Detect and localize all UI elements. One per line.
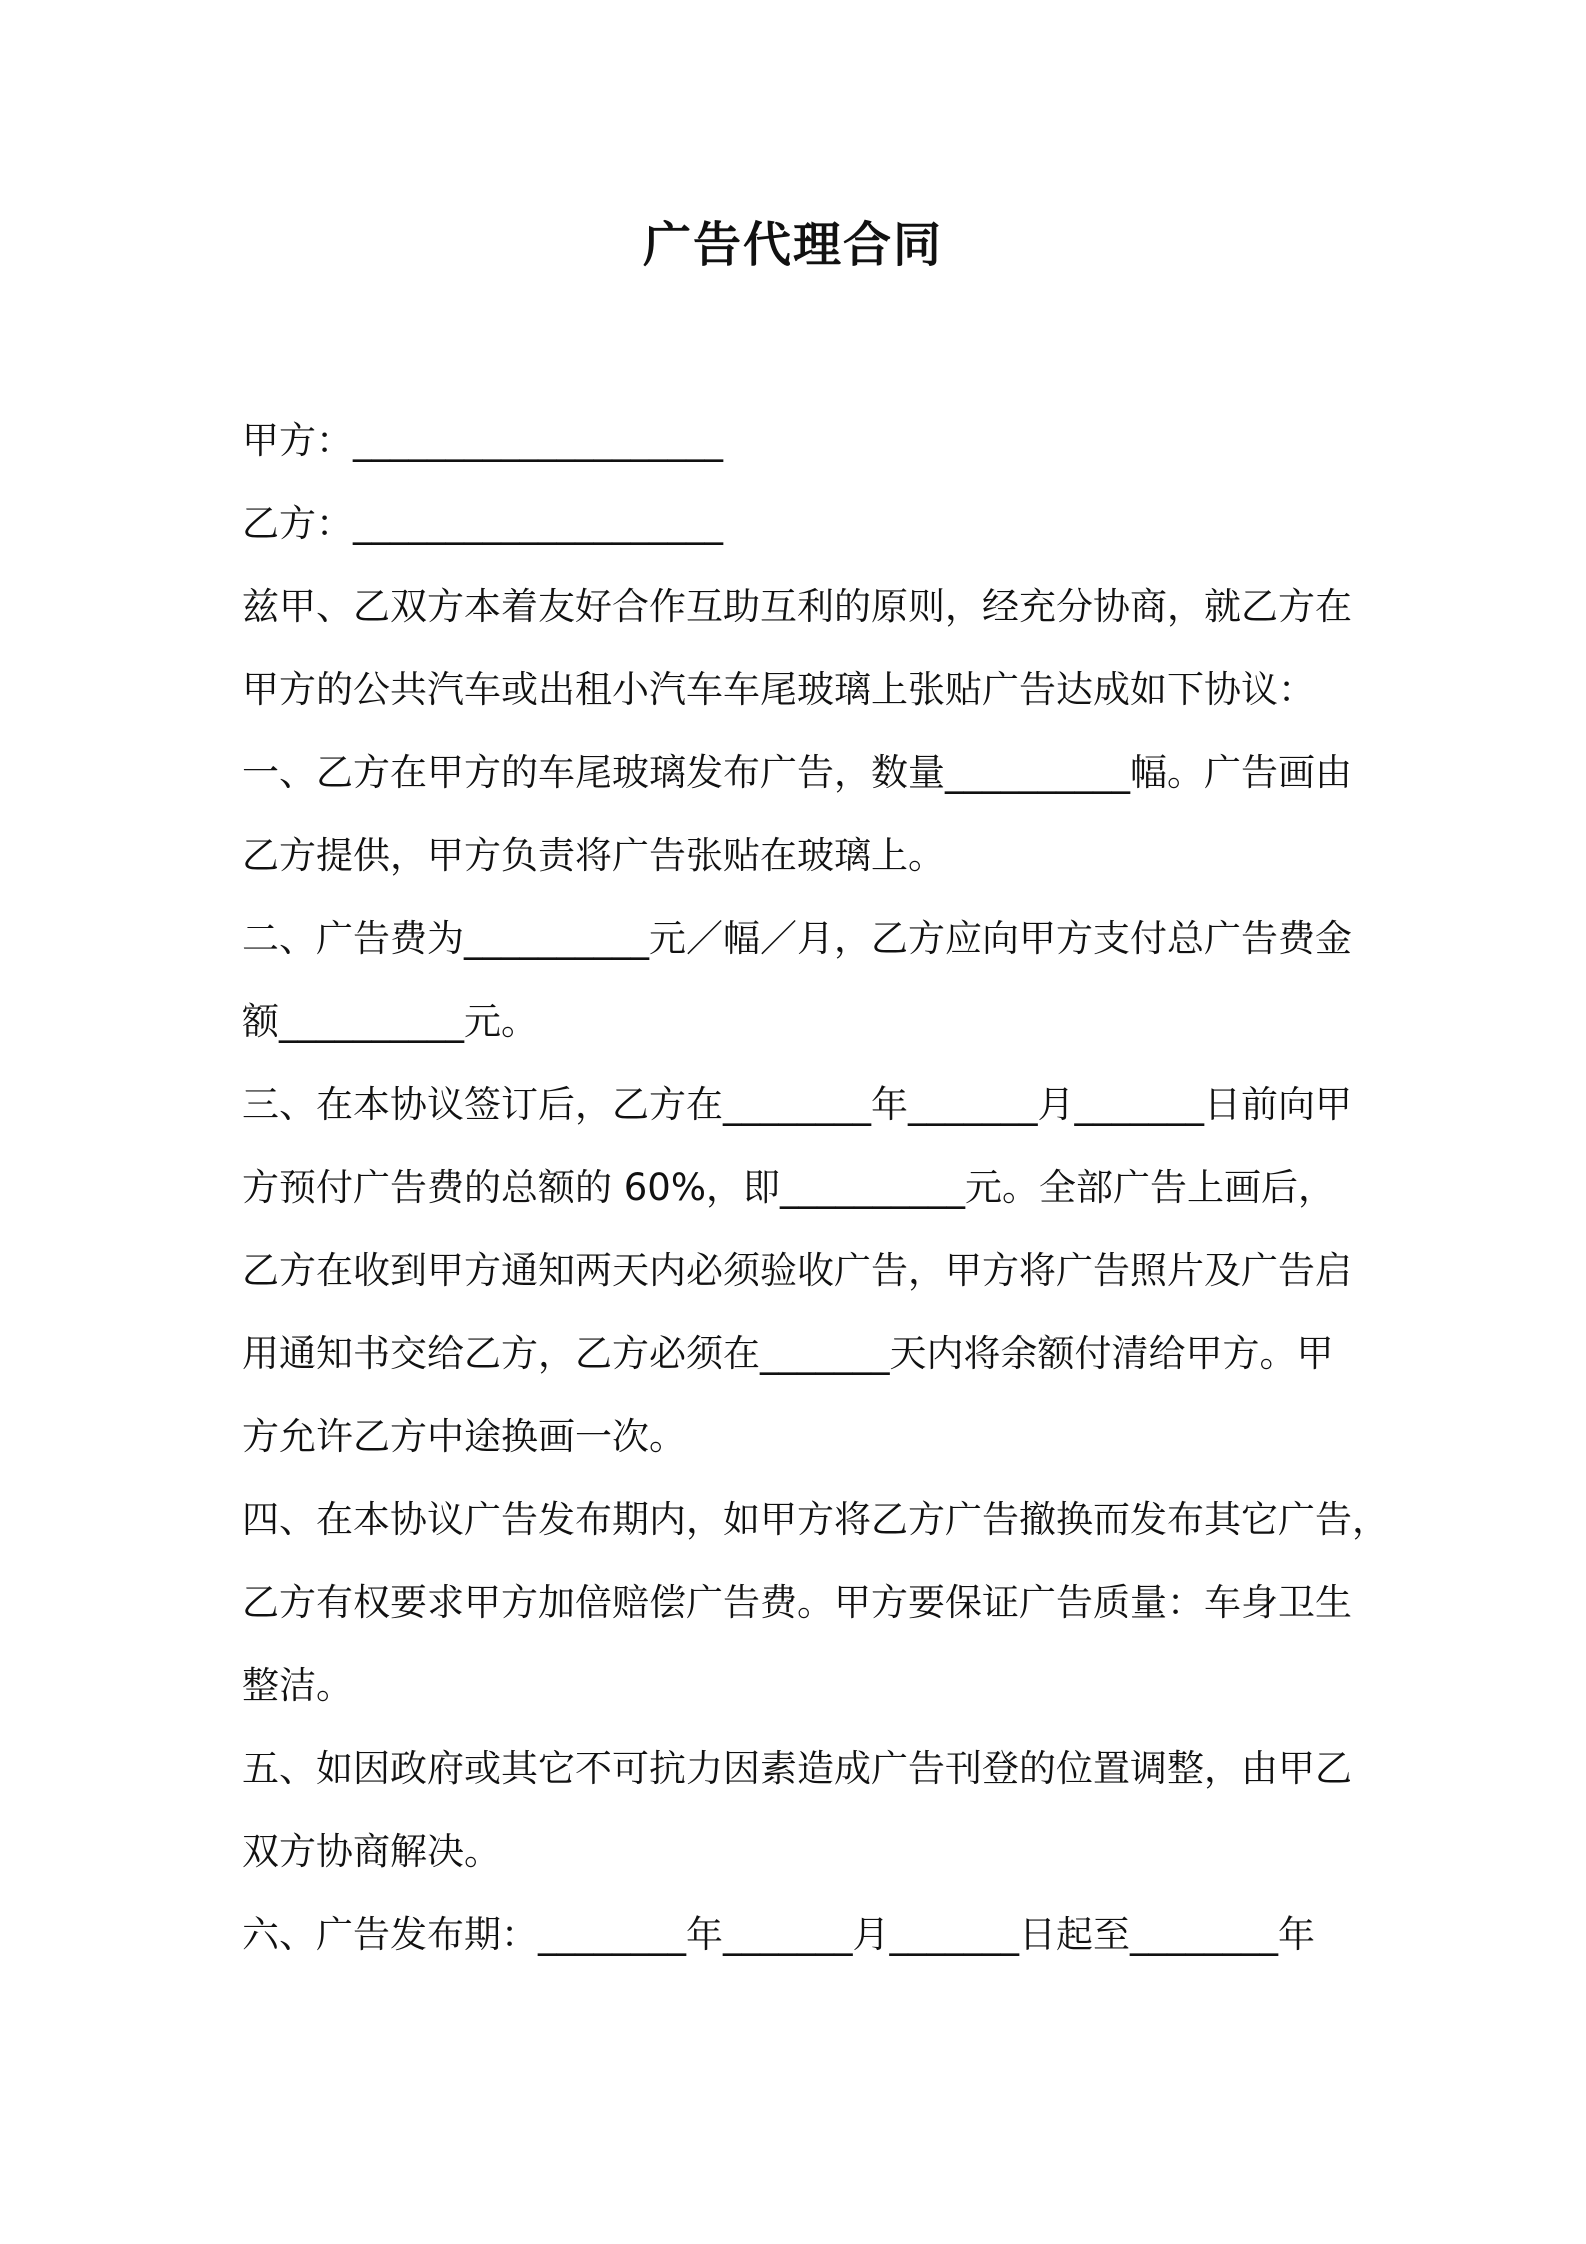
party-b-line: 乙方：____________________ <box>242 502 723 545</box>
clause-5-line-2: 双方协商解决。 <box>242 1830 501 1873</box>
clause-6-line-1: 六、广告发布期：________年_______月_______日起至________年 <box>242 1913 1315 1956</box>
clause-1-line-2: 乙方提供，甲方负责将广告张贴在玻璃上。 <box>242 834 945 877</box>
clause-3-line-2: 方预付广告费的总额的 60%，即__________元。全部广告上画后， <box>242 1166 1335 1209</box>
document-body <box>242 399 1389 1976</box>
clause-5-line-1: 五、如因政府或其它不可抗力因素造成广告刊登的位置调整，由甲乙 <box>242 1747 1352 1790</box>
clause-2-line-1: 二、广告费为__________元／幅／月，乙方应向甲方支付总广告费金 <box>242 917 1352 960</box>
clause-4-line-2: 乙方有权要求甲方加倍赔偿广告费。甲方要保证广告质量：车身卫生 <box>242 1581 1352 1624</box>
preamble-line-1: 兹甲、乙双方本着友好合作互助互利的原则，经充分协商，就乙方在 <box>242 585 1352 628</box>
clause-3-line-1: 三、在本协议签订后，乙方在________年_______月_______日前向甲 <box>242 1083 1352 1126</box>
clause-2-line-2: 额__________元。 <box>242 1000 538 1043</box>
document-title: 广告代理合同 <box>642 217 943 273</box>
clause-1-line-1: 一、乙方在甲方的车尾玻璃发布广告，数量__________幅。广告画由 <box>242 751 1352 794</box>
clause-4-line-1: 四、在本协议广告发布期内，如甲方将乙方广告撤换而发布其它广告， <box>242 1498 1389 1541</box>
preamble-line-2: 甲方的公共汽车或出租小汽车车尾玻璃上张贴广告达成如下协议： <box>242 668 1315 711</box>
party-a-line: 甲方：____________________ <box>242 419 723 462</box>
clause-4-line-3: 整洁。 <box>242 1664 353 1707</box>
clause-3-line-5: 方允许乙方中途换画一次。 <box>242 1415 686 1458</box>
clause-3-line-4: 用通知书交给乙方，乙方必须在_______天内将余额付清给甲方。甲 <box>242 1332 1334 1375</box>
clause-3-line-3: 乙方在收到甲方通知两天内必须验收广告，甲方将广告照片及广告启 <box>242 1249 1352 1292</box>
